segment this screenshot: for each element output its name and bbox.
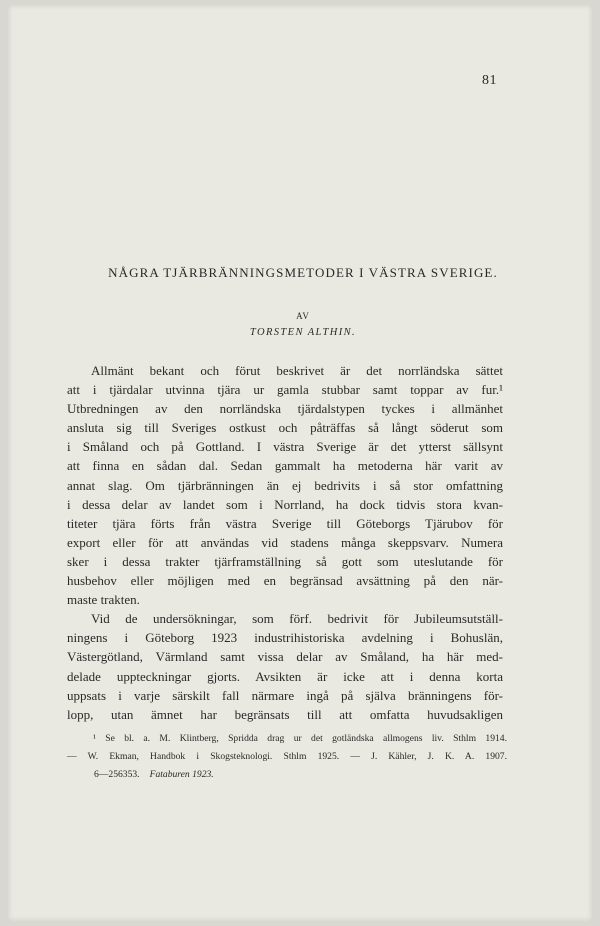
footnote-divider	[67, 728, 503, 729]
signature-code: 6—256353.	[94, 769, 140, 780]
body-line: lopp, utan ämnet har begränsats till att omfatta huvudsakligen	[67, 706, 503, 722]
body-line: ningens i Göteborg 1923 industrihistoriska avdelning i Bohuslän,	[67, 630, 503, 646]
footnote-line: — W. Ekman, Handbok i Skogsteknologi. Sthlm 1925. — J. Kähler, J. K. A. 1907.	[67, 750, 507, 762]
body-line: export eller för att användas vid stadens många skeppsvarv. Numera	[67, 534, 503, 550]
body-line: sker i dessa trakter tjärframställning så gott som uteslutande för	[67, 553, 503, 569]
document-page	[8, 5, 592, 921]
body-line: Utbredningen av den norrländska tjärdalstypen tyckes i allmänhet	[67, 401, 503, 417]
body-line: uppsats i varje särskilt fall närmare ingå på själva bränningens för-	[67, 687, 503, 703]
printer-signature	[94, 769, 214, 780]
body-line: ansluta sig till Sveriges ostkust och påträffas så långt söderut som	[67, 420, 503, 436]
footnotes	[67, 730, 507, 765]
body-line: att finna en sådan dal. Sedan gammalt ha metoderna här varit av	[67, 458, 503, 474]
footnote-line: ¹ Se bl. a. M. Klintberg, Spridda drag ur det gotländska allmogens liv. Sthlm 1914.	[93, 733, 507, 744]
body-line: att i tjärdalar utvinna tjära ur gamla stubbar samt toppar av fur.¹	[67, 382, 503, 398]
body-line: husbehov eller möjligen med en begränsad avsättning på den när-	[67, 573, 503, 589]
signature-publication: Fataburen 1923.	[149, 769, 214, 780]
body-line: titeter tjära förts från västra Sverige till Göteborgs Tjärubov för	[67, 515, 503, 531]
body-line: Vid de undersökningar, som förf. bedrivit för Jubileumsutställ-	[91, 611, 503, 627]
body-line: Västergötland, Värmland samt vissa delar av Småland, ha här med-	[67, 649, 503, 665]
body-line: i dessa delar av landet som i Norrland, ha dock tidvis stora kvan-	[67, 496, 503, 512]
body-line: i Småland och på Gottland. I västra Sverige är det ytterst sällsynt	[67, 439, 503, 455]
body-line: Allmänt bekant och förut beskrivet är det norrländska sättet	[91, 363, 503, 378]
article-byline: AV	[296, 311, 310, 321]
page-number: 81	[482, 73, 497, 88]
article-body	[67, 361, 503, 724]
body-line: annat slag. Om tjärbränningen än ej bedrivits i så stor omfattning	[67, 477, 503, 493]
body-line: delade uppteckningar gjorts. Avsikten är icke att i denna korta	[67, 668, 503, 684]
article-author: TORSTEN ALTHIN.	[249, 327, 357, 338]
article-title: NÅGRA TJÄRBRÄNNINGSMETODER I VÄSTRA SVERIGE.	[108, 265, 498, 280]
body-line: maste trakten.	[67, 592, 140, 608]
